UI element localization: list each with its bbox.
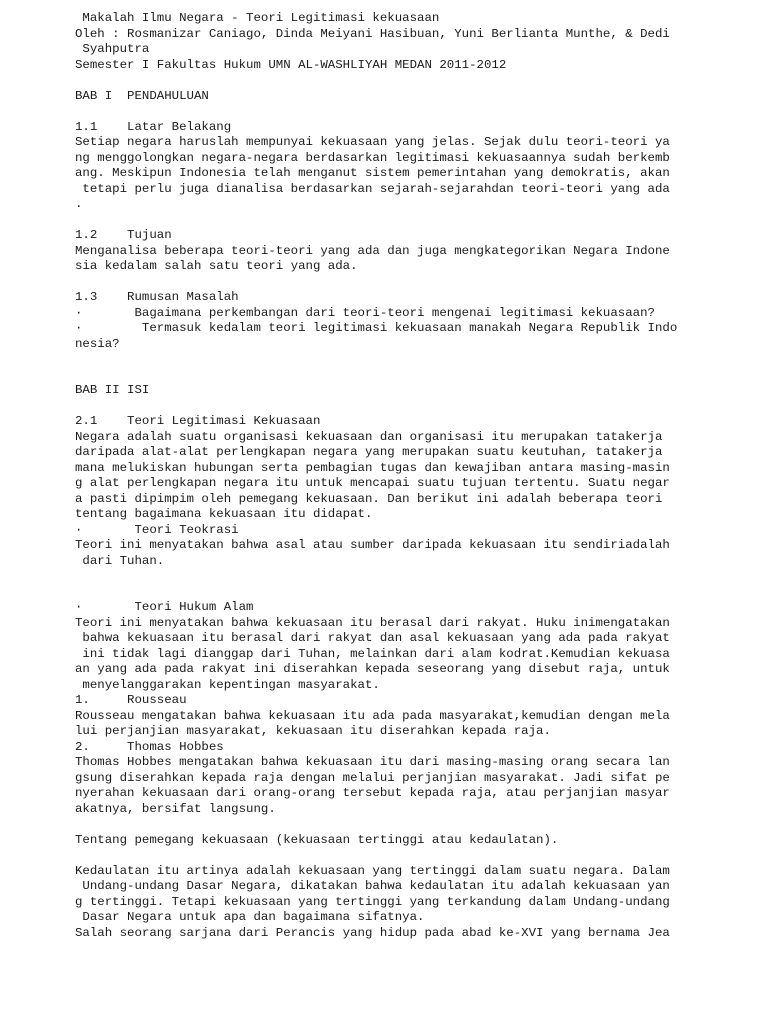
text-line: nyerahan kekuasaan dari orang-orang tersebut kepada raja, atau perjanjian masyar [75,786,670,800]
text-line [75,73,755,89]
text-line [75,585,755,601]
text-line: sia kedalam salah satu teori yang ada. [75,259,358,273]
text-line: Thomas Hobbes mengatakan bahwa kekuasaan itu dari masing-masing orang secara lan [75,755,670,769]
text-line: Setiap negara haruslah mempunyai kekuasaan yang jelas. Sejak dulu teori-teori ya [75,135,670,149]
text-line: menyelanggarakan kepentingan masyarakat. [75,677,380,692]
text-line: Salah seorang sarjana dari Perancis yang hidup pada abad ke-XVI yang bernama Jea [75,925,670,940]
text-line [75,275,755,291]
text-line [75,399,755,415]
text-line: · Teori Teokrasi [75,522,239,537]
text-line: Makalah Ilmu Negara - Teori Legitimasi kekuasaan [75,11,440,25]
text-line: daripada alat-alat perlengkapan negara yang merupakan suatu keutuhan, tatakerja [75,445,663,459]
text-line: akatnya, bersifat langsung. [75,801,276,816]
text-line: · Teori Hukum Alam [75,600,254,614]
text-line: 1.3 Rumusan Masalah [75,290,239,304]
text-line: Kedaulatan itu artinya adalah kekuasaan yang tertinggi dalam suatu negara. Dalam [75,863,670,878]
text-line [75,352,755,368]
text-line: 2. Thomas Hobbes [75,739,224,754]
text-line: mana melukiskan hubungan serta pembagian tugas dan kewajiban antara masing-masin [75,460,670,475]
text-line [75,817,755,833]
text-line: Tentang pemegang kekuasaan (kekuasaan tertinggi atau kedaulatan). [75,832,559,847]
text-line [75,848,755,864]
text-line: g tertinggi. Tetapi kekuasaan yang tertinggi yang terkandung dalam Undang-undang [75,894,670,909]
text-line: ang. Meskipun Indonesia telah menganut sistem pemerintahan yang demokratis, akan [75,166,670,180]
text-line: Semester I Fakultas Hukum UMN AL-WASHLIYAH MEDAN 2011-2012 [75,57,507,72]
text-line: BAB II ISI [75,383,150,397]
text-line: Menganalisa beberapa teori-teori yang ada dan juga mengkategorikan Negara Indone [75,243,670,258]
text-line: 1.2 Tujuan [75,228,172,242]
text-line: tetapi perlu juga dianalisa berdasarkan sejarah-sejarahdan teori-teori yang ada [75,181,670,196]
text-line: ng menggolongkan negara-negara berdasarkan legitimasi kekuasaannya sudah berkemb [75,150,670,165]
text-line: gsung diserahkan kepada raja dengan melalui perjanjian masyarakat. Jadi sifat pe [75,770,670,785]
text-line: 1. Rousseau [75,693,187,707]
text-line: a pasti dipimpim oleh pemegang kekuasaan. Dan berikut ini adalah beberapa teori [75,491,663,506]
text-line [75,104,755,120]
text-line: 2.1 Teori Legitimasi Kekuasaan [75,414,321,428]
document-page [75,11,755,941]
text-line: Oleh : Rosmanizar Caniago, Dinda Meiyani Hasibuan, Yuni Berlianta Munthe, & Dedi [75,26,670,41]
text-line: Teori ini menyatakan bahwa asal atau sumber daripada kekuasaan itu sendiriadalah [75,538,670,552]
text-line: an yang ada pada rakyat ini diserahkan kepada seseorang yang disebut raja, untuk [75,662,670,676]
text-line: ini tidak lagi dianggap dari Tuhan, melainkan dari alam kodrat.Kemudian kekuasa [75,646,670,661]
text-line: tentang bagaimana kekuasaan itu didapat. [75,507,373,521]
text-line: · Termasuk kedalam teori legitimasi kekuasaan manakah Negara Republik Indo [75,321,678,335]
text-line: Rousseau mengatakan bahwa kekuasaan itu ada pada masyarakat,kemudian dengan mela [75,708,670,723]
text-line [75,569,755,585]
text-line: lui perjanjian masyarakat, kekuasaan itu diserahkan kepada raja. [75,724,551,738]
text-line: nesia? [75,336,120,351]
text-line: Syahputra [75,42,150,56]
text-line: 1.1 Latar Belakang [75,119,232,134]
text-line: dari Tuhan. [75,553,165,568]
text-line: · Bagaimana perkembangan dari teori-teori mengenai legitimasi kekuasaan? [75,305,655,320]
text-line: BAB I PENDAHULUAN [75,88,209,103]
text-line: Undang-undang Dasar Negara, dikatakan bahwa kedaulatan itu adalah kekuasaan yan [75,879,670,893]
text-line: Negara adalah suatu organisasi kekuasaan dan organisasi itu merupakan tatakerja [75,429,663,444]
text-line [75,368,755,384]
text-line [75,213,755,229]
text-line: Teori ini menyatakan bahwa kekuasaan itu berasal dari rakyat. Huku inimengatakan [75,615,670,630]
text-line: Dasar Negara untuk apa dan bagaimana sifatnya. [75,910,425,924]
text-line: bahwa kekuasaan itu berasal dari rakyat dan asal kekuasaan yang ada pada rakyat [75,631,670,645]
text-line: g alat perlengkapan negara itu untuk mencapai suatu tujuan tertentu. Suatu negar [75,476,670,490]
text-line: . [75,197,83,211]
